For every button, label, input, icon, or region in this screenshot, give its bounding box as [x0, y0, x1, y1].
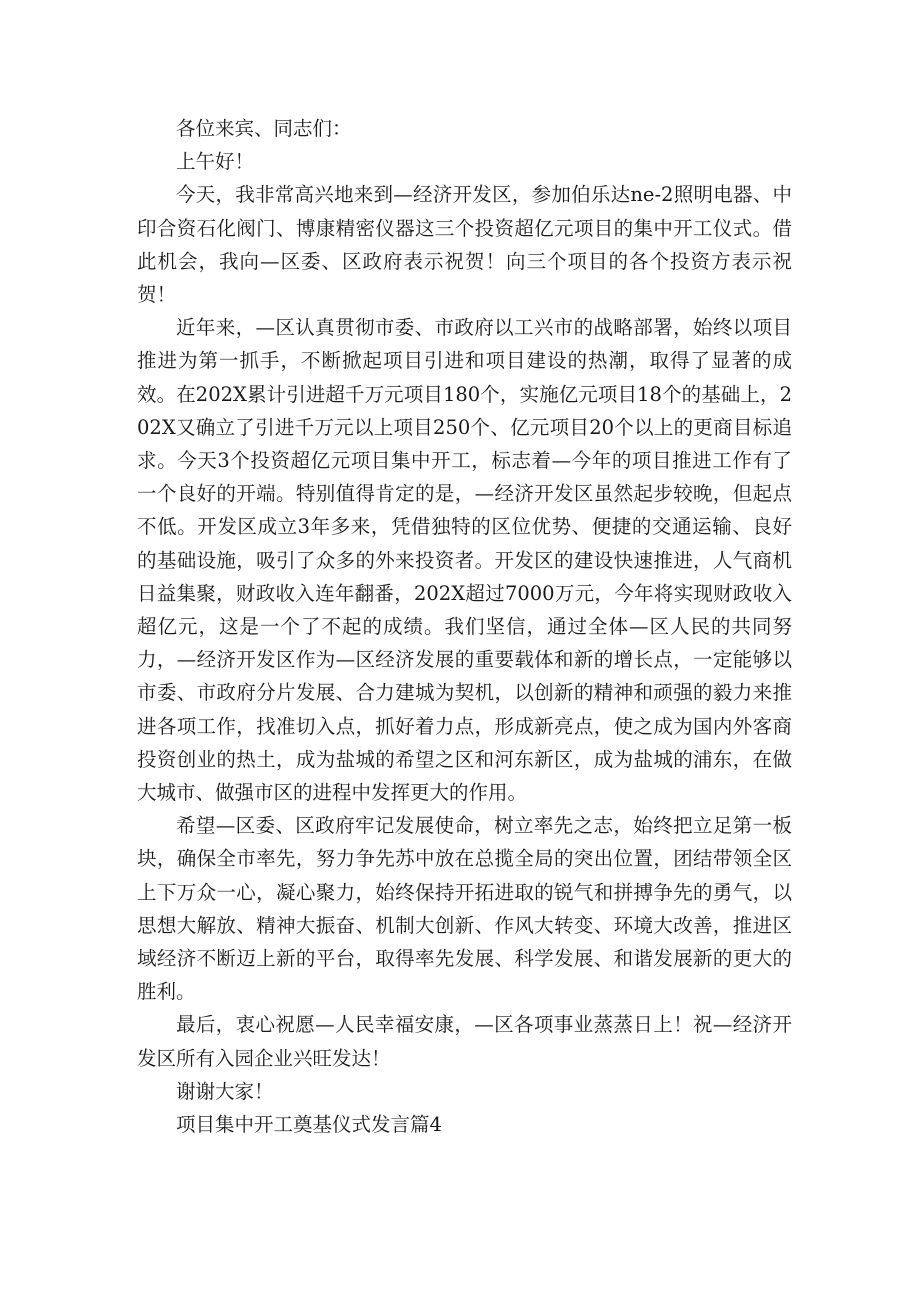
greeting: 上午好！: [176, 150, 255, 174]
paragraph-wishes: 最后，衷心祝愿—人民幸福安康，—区各项事业蒸蒸日上！祝—经济开发区所有入园企业兴旺发达！: [137, 1013, 792, 1070]
paragraph-hopes: 希望—区委、区政府牢记发展使命，树立率先之志，始终把立足第一板块，确保全市率先，努力争先苏中放在总揽全局的突出位置，团结带领全区上下万众一心，凝心聚力，始终保持开拓进取的锐气和拼搏争先的勇气，以思想大解放、精神大振奋、机制大创新、作风大转变、环境大改善，推进区域经济不断迈上新的平台，取得率先发展、科学发展、和谐发展新的更大的胜利。: [137, 814, 792, 1004]
next-section-title: 项目集中开工奠基仪式发言篇4: [176, 1113, 442, 1137]
salutation: 各位来宾、同志们：: [176, 117, 352, 140]
paragraph-achievements: 近年来，—区认真贯彻市委、市政府以工兴市的战略部署，始终以项目推进为第一抓手，不断掀起项目引进和项目建设的热潮，取得了显著的成效。在202X累计引进超千万元项目180个，实施亿元项目18个的基础上，202X又确立了引进千万元以上项目250个、亿元项目20个以上的更商目标追求。今天3个投资超亿元项目集中开工，标志着—今年的项目推进工作有了一个良好的开端。特别值得肯定的是，—经济开发区虽然起步较晚，但起点不低。开发区成立3年多来，凭借独特的区位优势、便捷的交通运输、良好的基础设施，吸引了众多的外来投资者。开发区的建设快速推进，人气商机日益集聚，财政收入连年翻番，202X超过7000万元，今年将实现财政收入超亿元，这是一个了不起的成绩。我们坚信，通过全体—区人民的共同努力，—经济开发区作为—区经济发展的重要载体和新的增长点，一定能够以市委、市政府分片发展、合力建城为契机，以创新的精神和顽强的毅力来推进各项工作，找准切入点，抓好着力点，形成新亮点，使之成为国内外客商投资创业的热土，成为盐城的希望之区和河东新区，成为盐城的浦东，在做大城市、做强市区的进程中发挥更大的作用。: [137, 316, 792, 805]
speech-text: [137, 112, 792, 1141]
paragraph-opening: 今天，我非常高兴地来到—经济开发区，参加伯乐达ne-2照明电器、中印合资石化阀门、博康精密仪器这三个投资超亿元项目的集中开工仪式。借此机会，我向—区委、区政府表示祝贺！向三个项目的各个投资方表示祝贺！: [137, 183, 792, 307]
closing: 谢谢大家！: [176, 1079, 274, 1103]
